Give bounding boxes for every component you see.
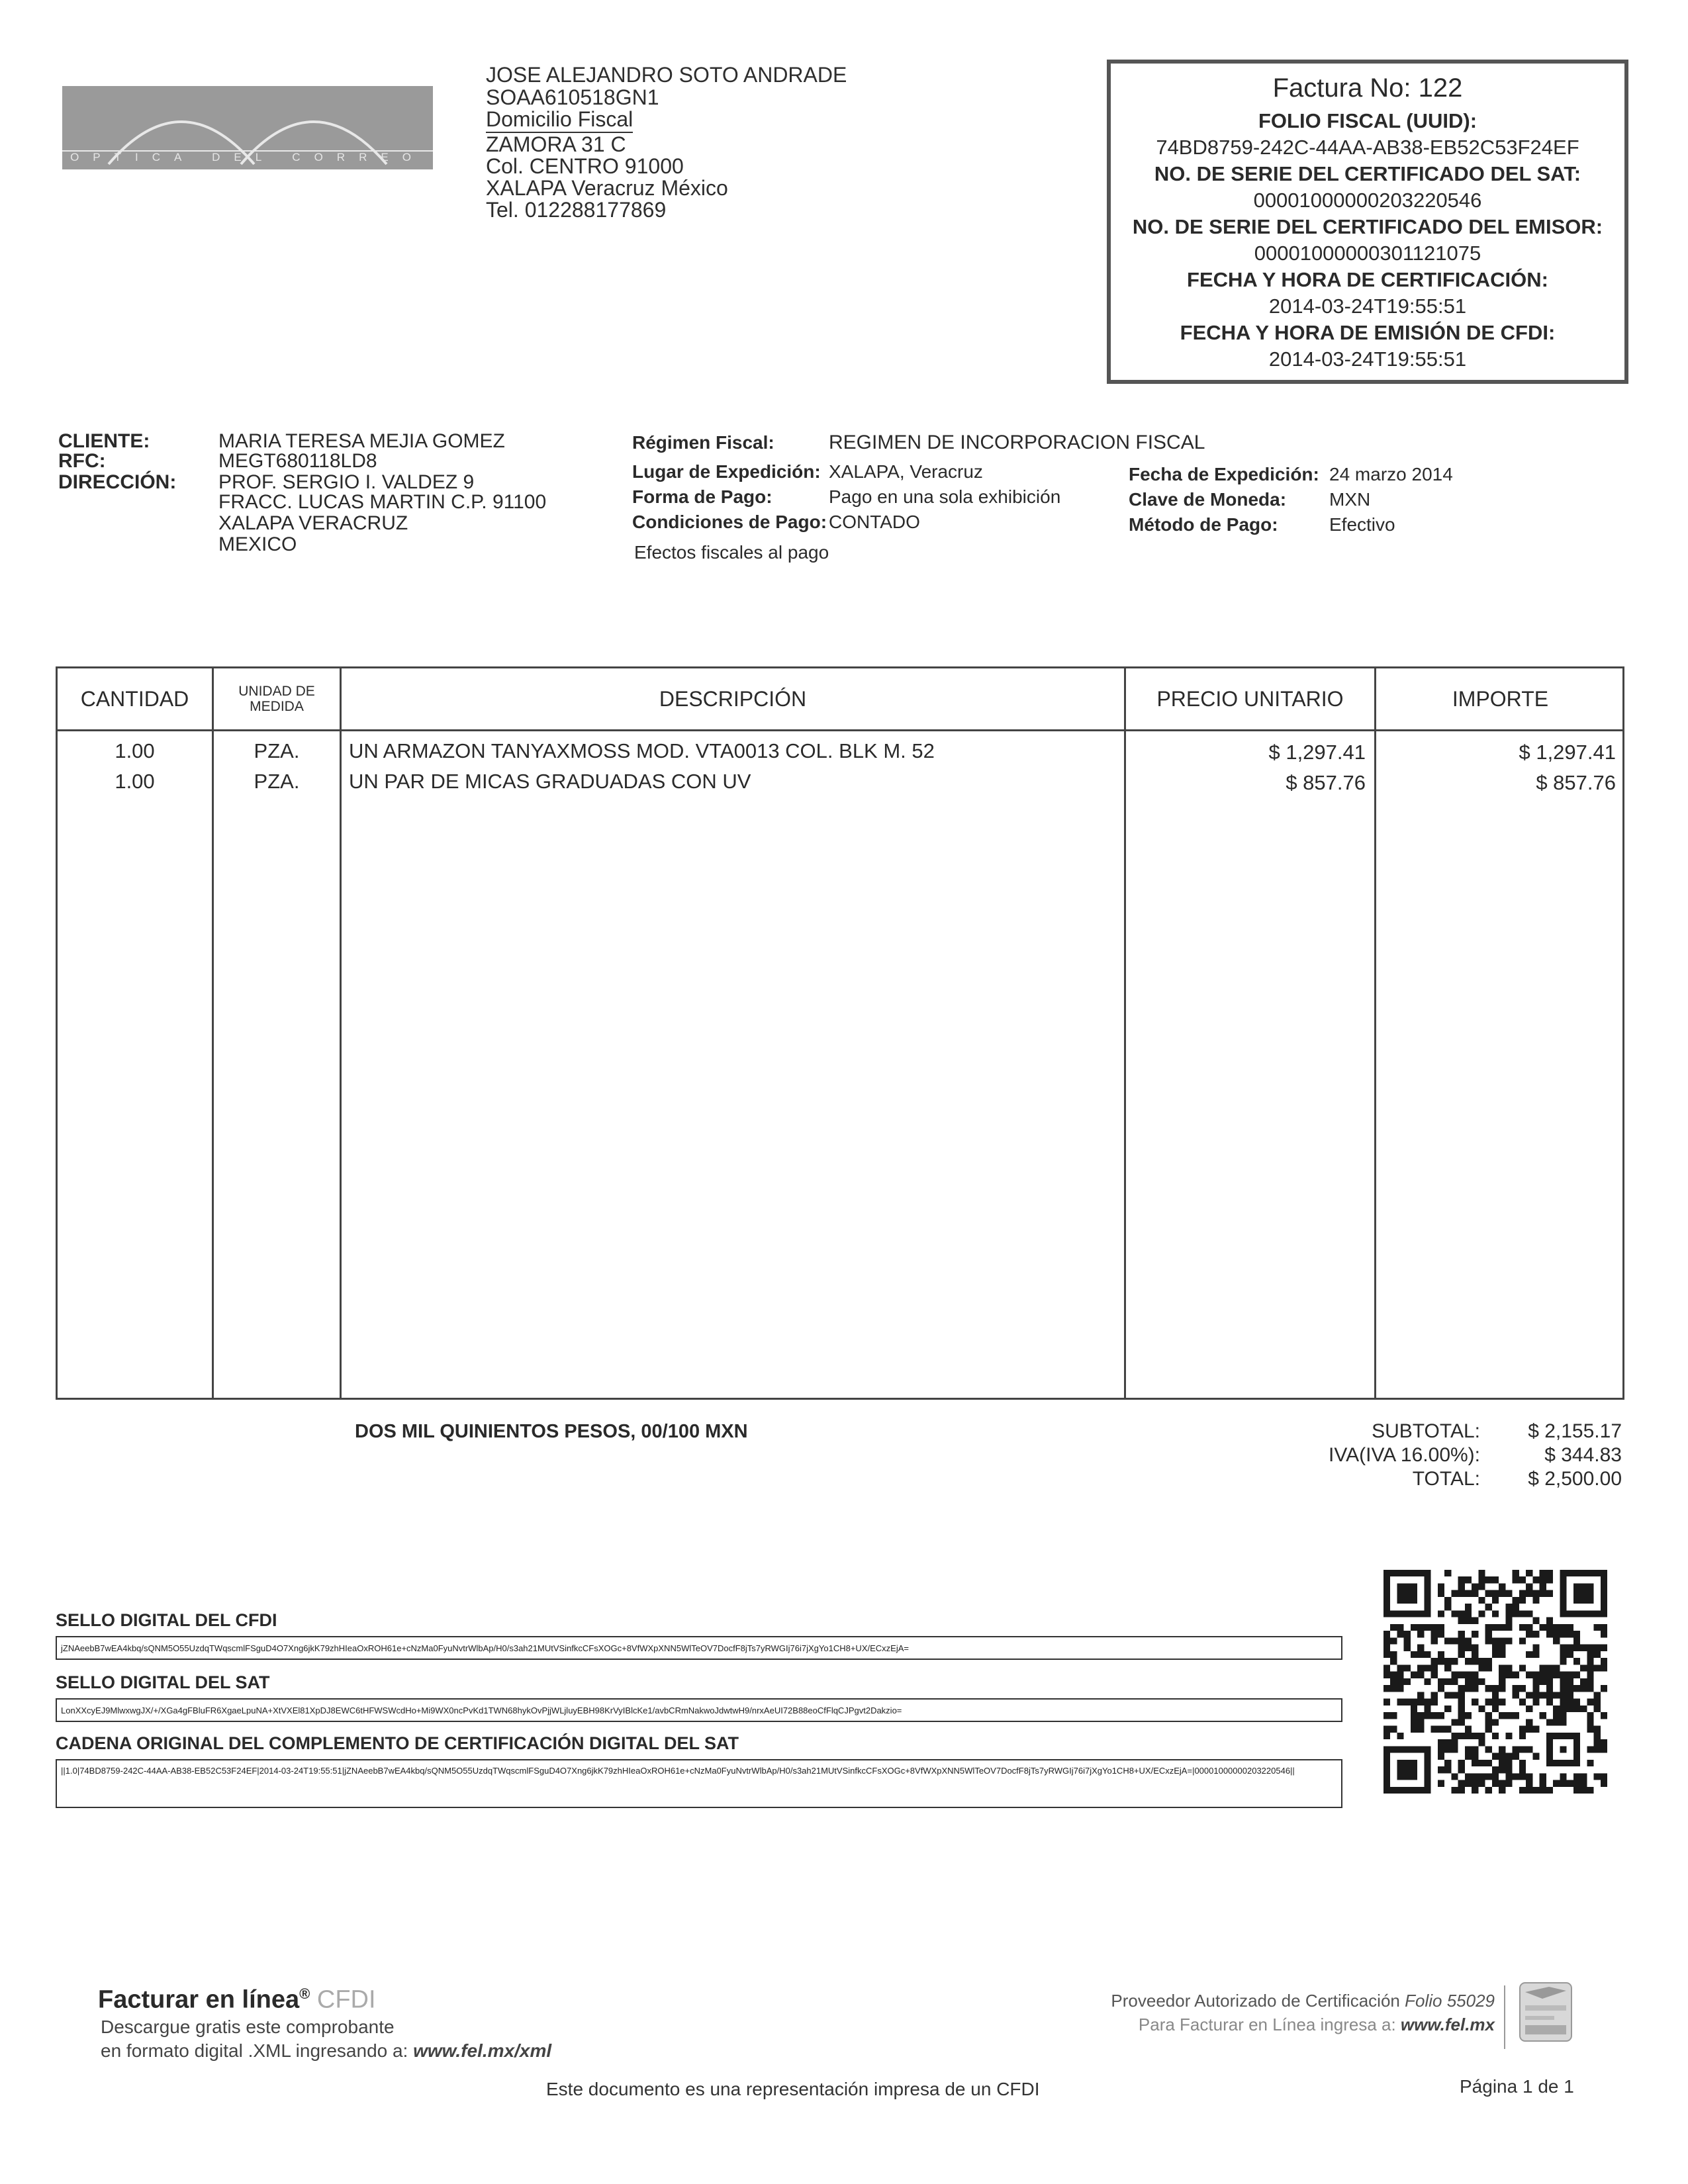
row-unidad: PZA. (254, 739, 300, 762)
footer-proveedor (952, 1989, 1495, 2012)
row-descripcion: UN ARMAZON TANYAXMOSS MOD. VTA0013 COL. BLK M. 52 (349, 739, 935, 762)
cliente-label: CLIENTE: (58, 430, 150, 452)
amount-in-words: DOS MIL QUINIENTOS PESOS, 00/100 MXN (355, 1421, 748, 1442)
footer-brand-name: Facturar en línea (98, 1985, 300, 2014)
emisor-cert-value: 00001000000301121075 (1254, 242, 1481, 265)
client-address-line3: XALAPA VERACRUZ (218, 512, 408, 534)
condiciones-value: CONTADO (829, 512, 920, 532)
row-unidad: PZA. (254, 770, 300, 793)
fecha-expedicion-label: Fecha de Expedición: (1129, 464, 1319, 484)
rfc-label: RFC: (58, 450, 106, 472)
emitter-phone: Tel. 012288177869 (486, 198, 667, 222)
emitter-name: JOSE ALEJANDRO SOTO ANDRADE (486, 63, 847, 87)
emitter-rfc: SOAA610518GN1 (486, 85, 659, 109)
footer-download-line2 (101, 2040, 551, 2062)
cert-date-value: 2014-03-24T19:55:51 (1268, 295, 1467, 318)
metodo-label: Método de Pago: (1129, 514, 1278, 535)
footer-proveedor-folio: Folio 55029 (1405, 1991, 1495, 2011)
moneda-label: Clave de Moneda: (1129, 489, 1287, 510)
client-address-line4: MEXICO (218, 533, 297, 555)
uuid-label: FOLIO FISCAL (UUID): (1258, 109, 1477, 132)
client-name: MARIA TERESA MEJIA GOMEZ (218, 430, 505, 452)
header-unidad: UNIDAD DE MEDIDA (238, 684, 315, 714)
footer-representacion: Este documento es una representación impresa de un CFDI (546, 2079, 1040, 2099)
page-number: Página 1 de 1 (1460, 2076, 1574, 2097)
cert-date-label: FECHA Y HORA DE CERTIFICACIÓN: (1187, 268, 1548, 291)
sello-sat-box (56, 1698, 1342, 1722)
certification-seal-icon (1516, 1979, 1575, 2045)
subtotal-label: SUBTOTAL: (1372, 1420, 1480, 1442)
iva-label: IVA(IVA 16.00%): (1329, 1444, 1480, 1466)
direccion-label: DIRECCIÓN: (58, 471, 177, 493)
sat-cert-value: 00001000000203220546 (1253, 189, 1482, 212)
lugar-label: Lugar de Expedición: (632, 461, 821, 482)
emision-date-label: FECHA Y HORA DE EMISIÓN DE CFDI: (1180, 321, 1556, 344)
client-address-line1: PROF. SERGIO I. VALDEZ 9 (218, 471, 475, 493)
row-precio: $ 857.76 (1286, 771, 1366, 794)
items-table (56, 666, 1624, 1400)
sello-cfdi-label: SELLO DIGITAL DEL CFDI (56, 1610, 277, 1630)
header-cantidad: CANTIDAD (80, 686, 189, 711)
footer-facturar-text: Para Facturar en Línea ingresa a: (1138, 2015, 1401, 2034)
sello-cfdi-box (56, 1636, 1342, 1660)
sello-cfdi-value: jZNAeebB7wEA4kbq/sQNM5O55UzdqTWqscmlFSguD4O7Xng6jkK79zhHIeaOxROH61e+cNzMa0FyuNvtrWlbAp/H0/s3ah21MUtVSinfkcCFsXOGc+8VfWXpXNN5WlTeOV7DocfF8jTs7yRWGIj76i7jXgYo1CH8+UX/ECxzEjA= (61, 1643, 909, 1653)
footer-proveedor-text: Proveedor Autorizado de Certificación (1111, 1991, 1405, 2011)
client-address-line2: FRACC. LUCAS MARTIN C.P. 91100 (218, 491, 547, 513)
qr-code-image (1383, 1570, 1607, 1794)
emitter-city: XALAPA Veracruz México (486, 176, 728, 200)
sello-sat-value: LonXXcyEJ9MlwxwgJX/+/XGa4gFBluFR6XgaeLpuNA+XtVXEl81XpDJ8EWC6tHFWSWcdHo+Mi9WX0ncPvKd1TWN68hykOvPjjWLjluyEBH98KrVyIBlcKe1/avbCRmNakwoJdwtwH9/nrxAeUI72B88eoCfFlqCJPgvt2Dakzio= (61, 1706, 902, 1715)
forma-value: Pago en una sola exhibición (829, 486, 1061, 507)
row-descripcion: UN PAR DE MICAS GRADUADAS CON UV (349, 770, 751, 793)
condiciones-label: Condiciones de Pago: (632, 512, 827, 532)
header-descripcion: DESCRIPCIÓN (659, 686, 807, 711)
logo-text: OPTICA DEL CORREO (70, 151, 425, 163)
subtotal-value: $ 2,155.17 (1528, 1420, 1622, 1442)
emitter-colonia: Col. CENTRO 91000 (486, 154, 684, 178)
uuid-value: 74BD8759-242C-44AA-AB38-EB52C53F24EF (1156, 136, 1579, 159)
emitter-domicilio-label: Domicilio Fiscal (486, 108, 633, 133)
header-precio: PRECIO UNITARIO (1156, 686, 1344, 711)
factura-box (1107, 60, 1628, 384)
row-cantidad: 1.00 (115, 739, 155, 762)
cadena-original-label: CADENA ORIGINAL DEL COMPLEMENTO DE CERTIFICACIÓN DIGITAL DEL SAT (56, 1733, 739, 1753)
footer-xml-link[interactable]: www.fel.mx/xml (413, 2040, 552, 2061)
footer-brand-cfdi: CFDI (316, 1985, 376, 2014)
total-label: TOTAL: (1412, 1468, 1480, 1490)
footer-download-line2-text: en formato digital .XML ingresando a: (101, 2040, 414, 2061)
moneda-value: MXN (1329, 489, 1371, 510)
sat-cert-label: NO. DE SERIE DEL CERTIFICADO DEL SAT: (1154, 162, 1581, 185)
metodo-value: Efectivo (1329, 514, 1395, 535)
footer-brand (98, 1985, 376, 2015)
emitter-street: ZAMORA 31 C (486, 132, 626, 156)
emision-date-value: 2014-03-24T19:55:51 (1268, 347, 1467, 371)
emisor-cert-label: NO. DE SERIE DEL CERTIFICADO DEL EMISOR: (1132, 215, 1603, 238)
factura-number: Factura No: 122 (1272, 73, 1463, 103)
cadena-original-box (56, 1759, 1342, 1808)
regimen-label: Régimen Fiscal: (632, 432, 774, 453)
fecha-expedicion-value: 24 marzo 2014 (1329, 464, 1453, 484)
company-logo (62, 86, 433, 169)
cadena-original-value: ||1.0|74BD8759-242C-44AA-AB38-EB52C53F24EF|2014-03-24T19:55:51|jZNAeebB7wEA4kbq/sQNM5O55UzdqTWqscmlFSguD4O7Xng6jkK79zhHIeaOxROH61e+cNzMa0FyuNvtrWlbAp/H0/s3ah21MUtVSinfkcCFsXOGc+8VfWXpXNN5WlTeOV7DocfF8jTs7yRWGIj76i7jXgYo1CH8+UX/ECxzEjA=|00001000000203220546|| (61, 1766, 1295, 1776)
footer-divider (1504, 1985, 1505, 2049)
forma-label: Forma de Pago: (632, 486, 773, 507)
iva-value: $ 344.83 (1544, 1444, 1622, 1466)
footer-brand-reg: ® (299, 1985, 310, 2002)
regimen-value: REGIMEN DE INCORPORACION FISCAL (829, 432, 1205, 453)
footer-download-line1: Descargue gratis este comprobante (101, 2017, 395, 2037)
client-rfc: MEGT680118LD8 (218, 450, 377, 472)
efectos-fiscales: Efectos fiscales al pago (634, 542, 829, 563)
lugar-value: XALAPA, Veracruz (829, 461, 983, 482)
sello-sat-label: SELLO DIGITAL DEL SAT (56, 1672, 270, 1692)
row-importe: $ 1,297.41 (1519, 741, 1616, 764)
row-importe: $ 857.76 (1536, 771, 1616, 794)
row-cantidad: 1.00 (115, 770, 155, 793)
row-precio: $ 1,297.41 (1268, 741, 1366, 764)
footer-facturar (952, 2013, 1495, 2036)
footer-fel-link[interactable]: www.fel.mx (1400, 2015, 1495, 2034)
header-importe: IMPORTE (1452, 686, 1549, 711)
total-value: $ 2,500.00 (1528, 1468, 1622, 1490)
